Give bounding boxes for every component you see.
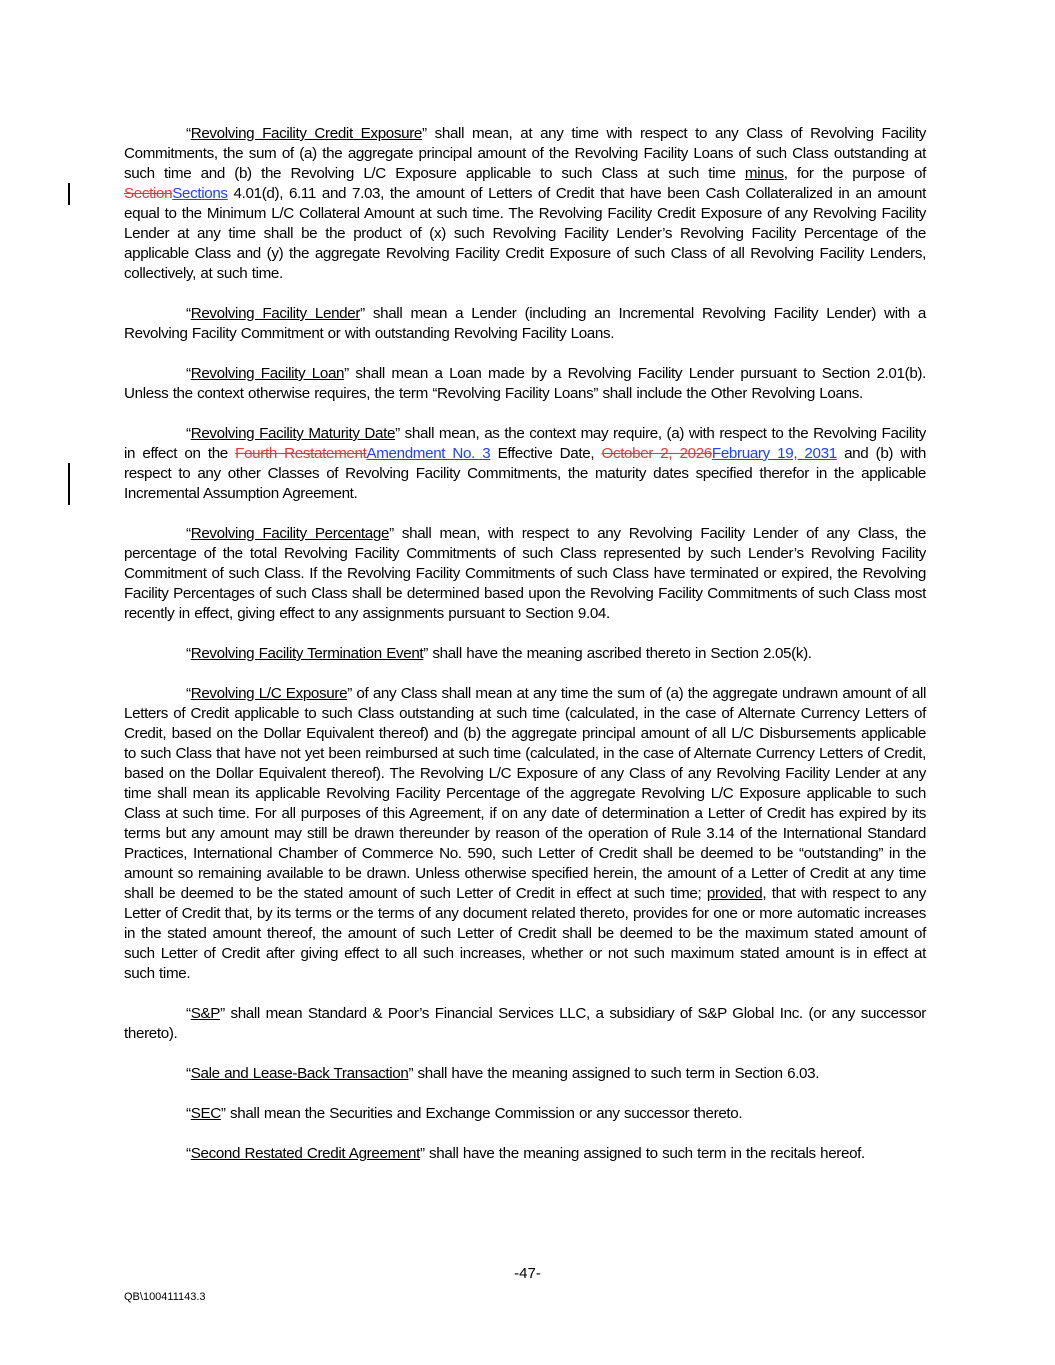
definition-sale-and-lease-back-transaction: “Sale and Lease-Back Transaction” shall have the meaning assigned to such term in Section 6.03. <box>186 1065 820 1082</box>
defined-term: Revolving Facility Termination Event <box>190 645 424 662</box>
definition-second-restated-credit-agreement: “Second Restated Credit Agreement” shall have the meaning assigned to such term in the recitals hereof. <box>186 1145 865 1162</box>
page-number: -47- <box>514 1265 541 1282</box>
defined-term: Revolving Facility Loan <box>190 365 345 382</box>
change-bar <box>68 183 70 205</box>
inserted-text: Amendment No. 3 <box>366 445 491 462</box>
definition-revolving-facility-percentage: “Revolving Facility Percentage” shall mean, with respect to any Revolving Facility Lender of any Class, the percentage of the total Revolving Facility Commitments of such Class represented by such Lender’s Revolving Facility Commitment of such Class. If the Revolving Facility Commitments of such Class have terminated or expired, the Revolving Facility Percentages of such Class shall be determined based upon the Revolving Facility Commitments of such Class most recently in effect, giving effect to any assignments pursuant to Section 9.04. <box>124 525 926 622</box>
deleted-text: October 2, 2026 <box>601 445 712 462</box>
definition-revolving-lc-exposure: “Revolving L/C Exposure” of any Class shall mean at any time the sum of (a) the aggregate undrawn amount of all Letters of Credit applicable to such Class outstanding at such time (calculated, in the case of Alternate Currency Letters of Credit, based on the Dollar Equivalent thereof) and (b) the aggregate principal amount of all L/C Disbursements applicable to such Class that have not yet been reimbursed at such time (calculated, in the case of Alternate Currency Letters of Credit, based on the Dollar Equivalent thereof). The Revolving L/C Exposure of any Class of any Revolving Facility Lender at any time shall mean its applicable Revolving Facility Percentage of the aggregate Revolving L/C Exposure applicable to such Class at such time. For all purposes of this Agreement, if on any date of determination a Letter of Credit has expired by its terms but any amount may still be drawn thereunder by reason of the operation of Rule 3.14 of the International Standard Practices, International Chamber of Commerce No. 590, such Letter of Credit shall be deemed to be “outstanding” in the amount so remaining available to be drawn. Unless otherwise specified herein, the amount of a Letter of Credit at any time shall be deemed to be the stated amount of such Letter of Credit in effect at such time; provided, that with respect to any Letter of Credit that, by its terms or the terms of any document related thereto, provides for one or more automatic increases in the stated amount thereof, the amount of such Letter of Credit shall be deemed to be the maximum stated amount of such Letter of Credit after giving effect to all such increases, whether or not such maximum stated amount is in effect at such time. <box>124 685 926 982</box>
defined-term: Revolving Facility Credit Exposure <box>190 125 423 142</box>
minus-term: minus <box>744 165 784 182</box>
defined-term: Second Restated Credit Agreement <box>190 1145 420 1162</box>
definition-revolving-facility-loan: “Revolving Facility Loan” shall mean a Loan made by a Revolving Facility Lender pursuant to Section 2.01(b). Unless the context otherwise requires, the term “Revolving Facility Loans” shall include the Other Revolving Loans. <box>124 365 927 402</box>
definition-revolving-facility-termination-event: “Revolving Facility Termination Event” shall have the meaning ascribed thereto in Section 2.05(k). <box>186 645 812 662</box>
definition-revolving-facility-maturity-date: “Revolving Facility Maturity Date” shall mean, as the context may require, (a) with respect to the Revolving Facility in effect on the Fourth RestatementAmendment No. 3 Effective Date, October 2, 2026February 19, 2031 and (b) with respect to any other Classes of Revolving Facility Commitments, the maturity dates specified therefor in the applicable Incremental Assumption Agreement. <box>124 425 926 502</box>
definition-revolving-facility-lender: “Revolving Facility Lender” shall mean a Lender (including an Incremental Revolving Facility Lender) with a Revolving Facility Commitment or with outstanding Revolving Facility Loans. <box>124 305 926 342</box>
defined-term: SEC <box>190 1105 221 1122</box>
defined-term: Revolving L/C Exposure <box>190 685 348 702</box>
defined-term: S&P <box>190 1005 221 1022</box>
defined-term: Revolving Facility Maturity Date <box>190 425 396 442</box>
document-page <box>124 124 926 1184</box>
defined-term: Revolving Facility Percentage <box>190 525 390 542</box>
definition-s-and-p: “S&P” shall mean Standard & Poor’s Financial Services LLC, a subsidiary of S&P Global Inc. (or any successor thereto). <box>124 1005 926 1042</box>
inserted-text: Sections <box>172 185 228 202</box>
provided-term: provided <box>706 885 763 902</box>
inserted-text: February 19, 2031 <box>711 445 837 462</box>
definition-sec: “SEC” shall mean the Securities and Exchange Commission or any successor thereto. <box>186 1105 743 1122</box>
change-bar <box>68 463 70 505</box>
definition-revolving-facility-credit-exposure: “Revolving Facility Credit Exposure” shall mean, at any time with respect to any Class of Revolving Facility Commitments, the sum of (a) the aggregate principal amount of the Revolving Facility Loans of such Class outstanding at such time and (b) the Revolving L/C Exposure applicable to such Class at such time minus, for the purpose of SectionSections 4.01(d), 6.11 and 7.03, the amount of Letters of Credit that have been Cash Collateralized in an amount equal to the Minimum L/C Collateral Amount at such time. The Revolving Facility Credit Exposure of any Revolving Facility Lender at any time shall be the product of (x) such Revolving Facility Lender’s Revolving Facility Percentage of the applicable Class and (y) the aggregate Revolving Facility Credit Exposure of such Class of all Revolving Facility Lenders, collectively, at such time. <box>124 125 926 282</box>
document-id: QB\100411143.3 <box>124 1291 206 1303</box>
defined-term: Sale and Lease-Back Transaction <box>190 1065 409 1082</box>
deleted-text: Fourth Restatement <box>235 445 367 462</box>
deleted-text: Section <box>124 185 173 202</box>
defined-term: Revolving Facility Lender <box>190 305 361 322</box>
